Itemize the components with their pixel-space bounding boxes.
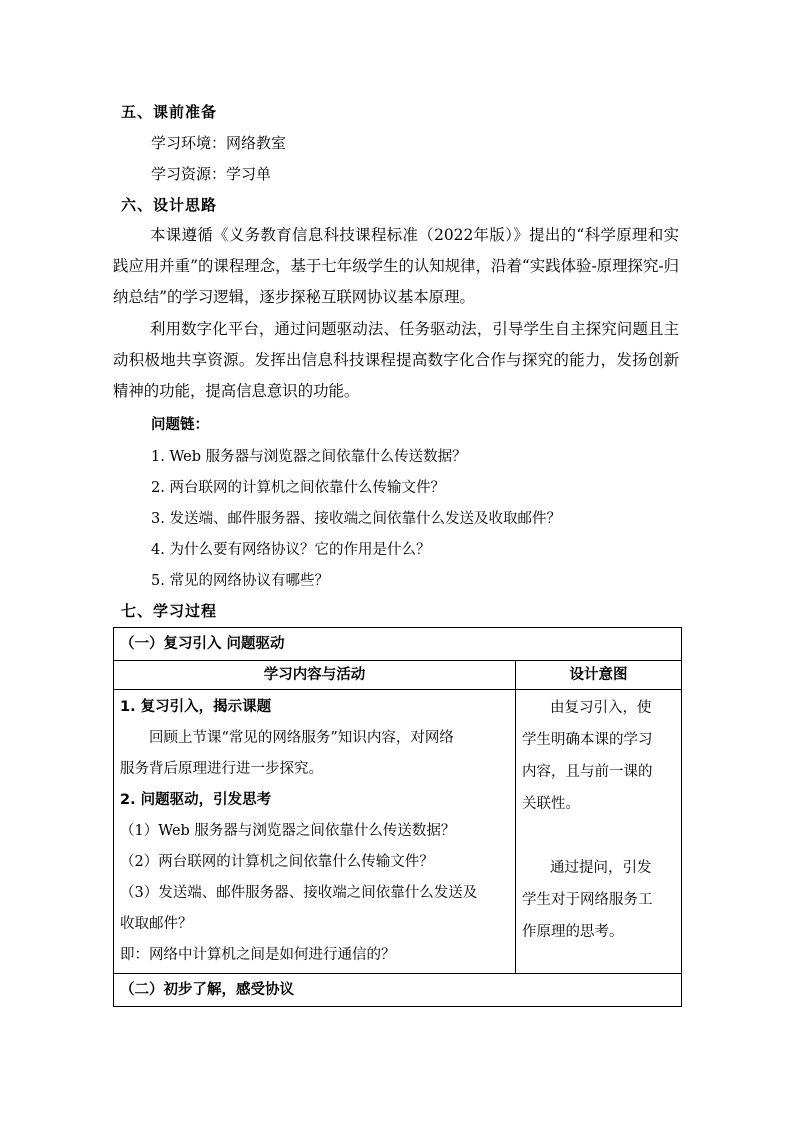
section-heading-prep: 五、课前准备 — [121, 103, 218, 121]
design-paragraph-2: 利用数字化平台，通过问题驱动法、任务驱动法，引导学生自主探究问题且主动积极地共享资源。发挥出信息科技课程提高数字化合作与探究的能力，发扬创新精神的功能，提高信息意识的功能。 — [113, 320, 679, 400]
content-topic-1-body: 回顾上节课“常见的网络服务”知识内容，对网络 — [149, 730, 454, 746]
question-item: 4. 为什么要有网络协议？它的作用是什么？ — [151, 542, 431, 558]
question-item: 3. 发送端、邮件服务器、接收端之间依靠什么发送及收取邮件？ — [151, 511, 561, 527]
intent-text: 由复习引入，使 — [550, 700, 652, 716]
prep-environment: 学习环境：网络教室 — [151, 134, 287, 152]
section-heading-design: 六、设计思路 — [121, 196, 218, 214]
intent-spacer — [522, 820, 675, 852]
section-heading-process: 七、学习过程 — [121, 602, 218, 620]
content-question: （2）两台联网的计算机之间依靠什么传输文件？ — [120, 854, 434, 870]
intent-text: 关联性。 — [522, 796, 580, 812]
content-question: （1）Web 服务器与浏览器之间依靠什么传送数据？ — [120, 823, 456, 839]
question-item: 2. 两台联网的计算机之间依靠什么传输文件？ — [151, 480, 445, 496]
intent-text: 学生明确本课的学习 — [522, 732, 653, 748]
intent-text: 内容，且与前一课的 — [522, 764, 653, 780]
content-topic-2: 2. 问题驱动，引发思考 — [120, 792, 272, 808]
design-paragraph-1: 本课遵循《义务教育信息科技课程标准（2022年版）》提出的“科学原理和实践应用并重”的课程理念，基于七年级学生的认知规律，沿着“实践体验-原理探究-归纳总结”的学习逻辑，逐步探秘互联网协议基本原理。 — [113, 226, 679, 306]
intent-text: 作原理的思考。 — [522, 924, 624, 940]
intent-text: 学生对于网络服务工 — [522, 892, 653, 908]
intent-text: 通过提问，引发 — [550, 860, 652, 876]
learning-process-table — [113, 627, 682, 1007]
content-question: 收取邮件？ — [120, 916, 193, 932]
prep-resources: 学习资源：学习单 — [151, 165, 272, 183]
table-header-content: 学习内容与活动 — [114, 661, 516, 690]
content-question: （3）发送端、邮件服务器、接收端之间依靠什么发送及 — [120, 885, 478, 901]
content-topic-1-body: 服务背后原理进行进一步探究。 — [120, 761, 323, 777]
question-chain-label: 问题链： — [151, 417, 209, 433]
question-item: 1. Web 服务器与浏览器之间依靠什么传送数据？ — [151, 449, 467, 465]
table-intent-cell — [516, 690, 682, 974]
table-part2-title: （二）初步了解，感受协议 — [114, 974, 682, 1007]
table-part1-title: （一）复习引入 问题驱动 — [114, 628, 682, 661]
content-summary: 即：网络中计算机之间是如何进行通信的？ — [120, 947, 396, 963]
table-header-intent: 设计意图 — [516, 661, 682, 690]
question-item: 5. 常见的网络协议有哪些？ — [151, 573, 329, 589]
content-topic-1: 1. 复习引入，揭示课题 — [120, 699, 272, 715]
table-content-cell — [114, 690, 516, 974]
